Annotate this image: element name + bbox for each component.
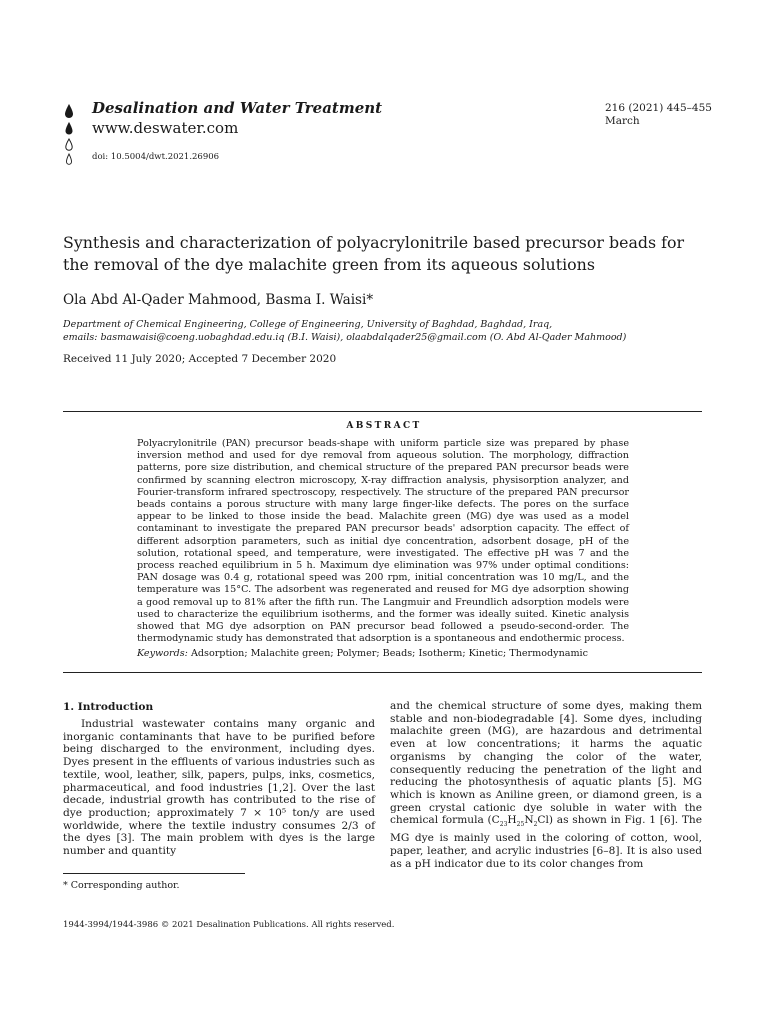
- formula-n-symbol: N: [524, 814, 534, 827]
- formula-h-symbol: H: [507, 814, 517, 827]
- journal-url[interactable]: www.deswater.com: [92, 119, 239, 137]
- received-dates: Received 11 July 2020; Accepted 7 December 2020: [63, 353, 337, 365]
- journal-logo-icon: [64, 102, 88, 168]
- article-authors: Ola Abd Al-Qader Mahmood, Basma I. Waisi*: [63, 292, 374, 308]
- keywords-label: Keywords:: [137, 648, 188, 659]
- copyright-line: 1944-3994/1944-3986 © 2021 Desalination Publications. All rights reserved.: [63, 920, 395, 930]
- doi[interactable]: doi: 10.5004/dwt.2021.26906: [92, 152, 220, 162]
- body-column-left: [63, 718, 375, 858]
- author-emails: emails: basmawaisi@coeng.uobaghdad.edu.iq (B.I. Waisi), olaabdalqader25@gmail.com (O. Abd Al-Qader Mahmood): [63, 332, 627, 343]
- abstract-bottom-rule: [63, 672, 702, 673]
- abstract-heading: ABSTRACT: [346, 421, 422, 431]
- affiliation-block: [63, 318, 723, 344]
- intro-paragraph-2: [390, 700, 702, 870]
- volume-pages: 216 (2021) 445–455: [605, 102, 712, 114]
- intro-paragraph-2-rest: Cl) as shown in Fig. 1 [6]. The MG dye is mainly used in the coloring of cotton, wool, paper, leather, and acrylic industries [6–8]. It is also used as a pH indicator due to its color changes from: [390, 814, 702, 870]
- keywords: [137, 648, 637, 659]
- intro-paragraph-2-text: and the chemical structure of some dyes, making them stable and non-biodegradable [4]. Some dyes, including malachite green (MG), are hazardous and detrimental even at low concentrations; it harms the aquatic organisms by changing the color of the water, consequently reducing the penetration of the light and reducing the photosynthesis of aquatic plants [5]. MG which is known as Aniline green, or diamond green, is a green crystal cationic dye soluble in water with the chemical formula (C: [390, 700, 702, 827]
- abstract-top-rule: [63, 411, 702, 412]
- intro-paragraph-1: Industrial wastewater contains many organic and inorganic contaminants that have to be purified before being discharged to the environment, including dyes. Dyes present in the effluents of various industries such as textile, wool, leather, silk, papers, pulps, inks, cosmetics, pharmaceutical, and food industries [1,2]. Over the last decade, industrial growth has contributed to the rise of dye production; approximately 7 × 10⁵ ton/y are used worldwide, where the textile industry consumes 2/3 of the dyes [3]. The main problem with dyes is the large number and quantity: [63, 718, 375, 858]
- corresponding-author-footnote: * Corresponding author.: [63, 880, 180, 891]
- affiliation: Department of Chemical Engineering, College of Engineering, University of Baghdad, Baghdad, Iraq,: [63, 319, 553, 330]
- issue-month: March: [605, 115, 640, 127]
- journal-name: Desalination and Water Treatment: [92, 99, 383, 117]
- issue-info: [605, 102, 712, 128]
- formula-n-count: 2: [533, 821, 538, 829]
- footnote-rule: [63, 873, 245, 874]
- article-title: Synthesis and characterization of polyacrylonitrile based precursor beads for the removal of the dye malachite green from its aqueous solutions: [63, 233, 685, 274]
- section-heading-introduction: 1. Introduction: [63, 701, 154, 713]
- abstract-text: Polyacrylonitrile (PAN) precursor beads-shape with uniform particle size was prepared by phase inversion method and used for dye removal from aqueous solution. The morphology, diffraction patterns, pore size distribution, and chemical structure of the prepared PAN precursor beads were confirmed by scanning electron microscopy, X-ray diffraction analysis, physisorption analyzer, and Fourier-transform infrared spectroscopy, respectively. The structure of the prepared PAN precursor beads contains a porous structure with many large finger-like defects. The pores on the surface appear to be linked to those inside the bead. Malachite green (MG) dye was used as a model contaminant to investigate the prepared PAN precursor beads' adsorption capacity. The effect of different adsorption parameters, such as initial dye concentration, adsorbent dosage, pH of the solution, rotational speed, and temperature, were investigated. The effective pH was 7 and the process reached equilibrium in 5 h. Maximum dye elimination was 97% under optimal conditions: PAN dosage was 0.4 g, rotational speed was 200 rpm, initial concentration was 10 mg/L, and the temperature was 15°C. The adsorbent was regenerated and reused for MG dye adsorption showing a good removal up to 81% after the fifth run. The Langmuir and Freundlich adsorption models were used to characterize the equilibrium isotherms, and the former was ideally suited. Kinetic analysis showed that MG dye adsorption on PAN precursor bead followed a pseudo-second-order. The thermodynamic study has demonstrated that adsorption is a spontaneous and endothermic process.: [137, 438, 629, 645]
- formula-c-count: 23: [499, 821, 508, 829]
- body-column-right: [390, 700, 702, 870]
- keywords-list: Adsorption; Malachite green; Polymer; Beads; Isotherm; Kinetic; Thermodynamic: [190, 648, 589, 659]
- formula-h-count: 25: [516, 821, 525, 829]
